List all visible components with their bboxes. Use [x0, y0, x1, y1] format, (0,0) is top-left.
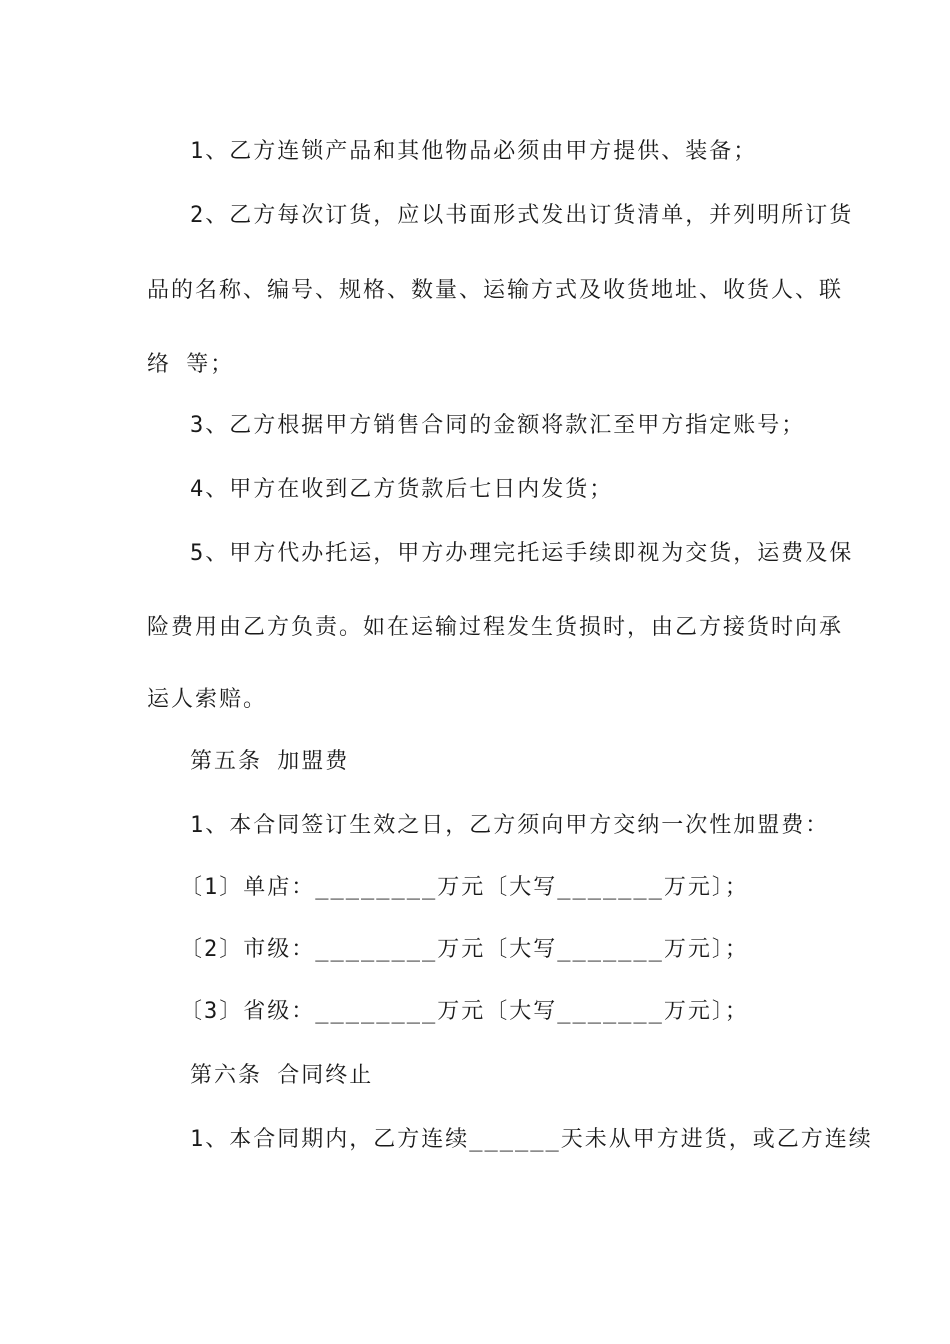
clause-4-item-2-line-2: 品的名称、编号、规格、数量、运输方式及收货地址、收货人、联 [147, 278, 844, 303]
clause-4-item-1: 1、乙方连锁产品和其他物品必须由甲方提供、装备； [190, 139, 758, 164]
clause-4-item-4: 4、甲方在收到乙方货款后七日内发货； [190, 477, 614, 502]
clause-6-item-1: 1、本合同期内，乙方连续______天未从甲方进货，或乙方连续 [190, 1127, 873, 1152]
clause-4-item-5-line-2: 险费用由乙方负责。如在运输过程发生货损时，由乙方接货时向承 [147, 615, 844, 640]
fee-single-store: 〔1〕单店：________万元〔大写_______万元〕； [180, 875, 749, 900]
clause-4-item-5-line-3: 运人索赔。 [147, 687, 268, 712]
fee-city-level: 〔2〕市级：________万元〔大写_______万元〕； [180, 937, 749, 962]
clause-4-item-5-line-1: 5、甲方代办托运，甲方办理完托运手续即视为交货，运费及保 [190, 541, 854, 566]
clause-4-item-3: 3、乙方根据甲方销售合同的金额将款汇至甲方指定账号； [190, 413, 806, 438]
clause-6-heading: 第六条 合同终止 [190, 1063, 374, 1088]
clause-4-item-2-line-3: 络 等； [147, 352, 235, 377]
clause-4-item-2-line-1: 2、乙方每次订货，应以书面形式发出订货清单，并列明所订货 [190, 203, 854, 228]
clause-5-heading: 第五条 加盟费 [190, 749, 350, 774]
clause-5-item-1: 1、本合同签订生效之日，乙方须向甲方交纳一次性加盟费： [190, 813, 830, 838]
fee-province-level: 〔3〕省级：________万元〔大写_______万元〕； [180, 999, 749, 1024]
